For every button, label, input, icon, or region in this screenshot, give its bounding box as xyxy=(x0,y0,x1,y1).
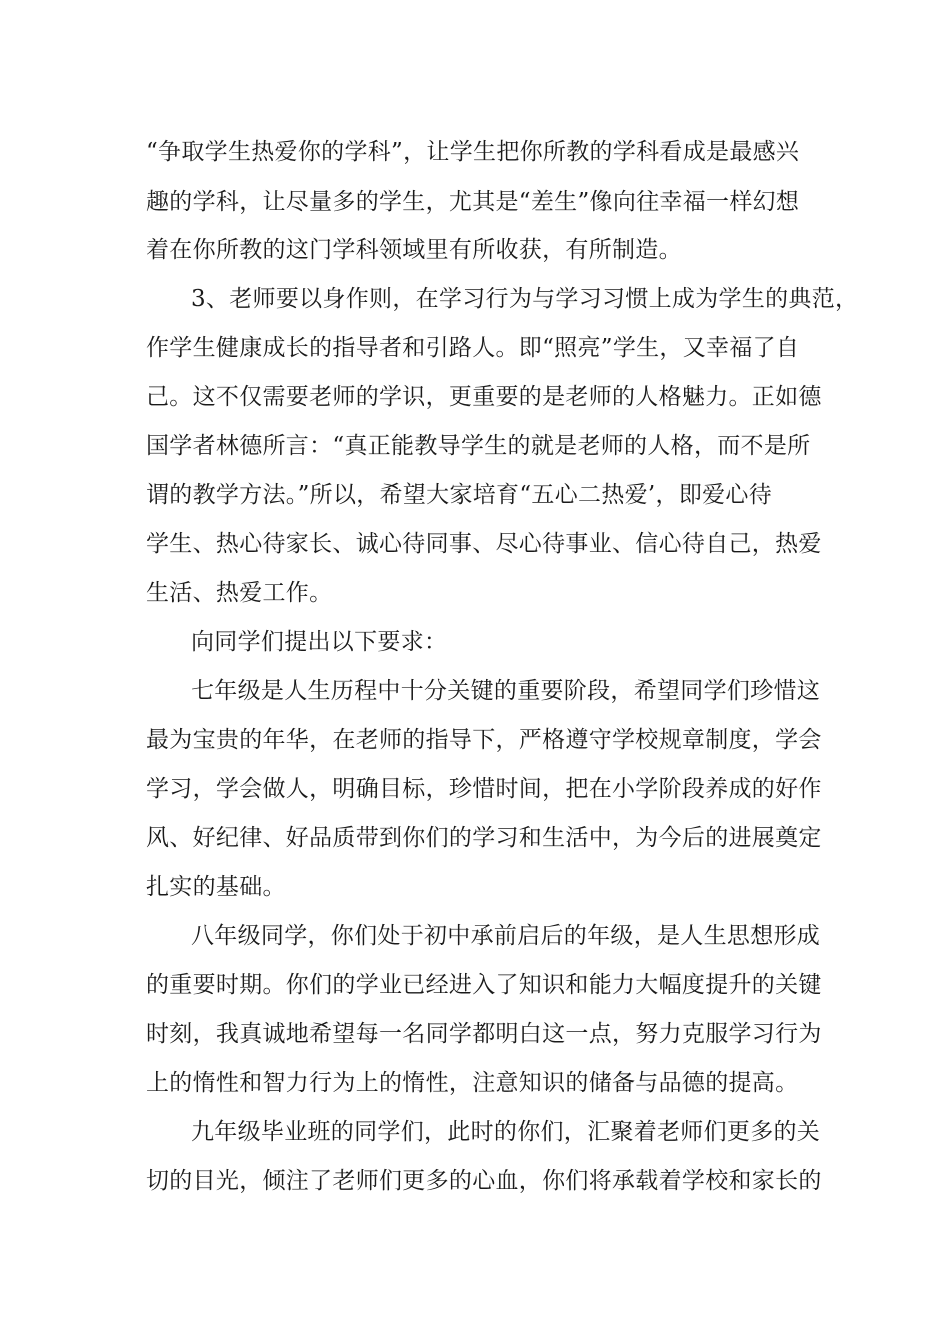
text-line: 作学生健康成长的指导者和引路人。即“照亮”学生，又幸福了自 xyxy=(146,335,800,361)
text-line: 向同学们提出以下要求： xyxy=(191,629,448,655)
text-line: 扎实的基础。 xyxy=(146,874,286,900)
text-line: 切的目光，倾注了老师们更多的心血，你们将承载着学校和家长的 xyxy=(146,1168,822,1194)
text-line: 最为宝贵的年华，在老师的指导下，严格遵守学校规章制度，学会 xyxy=(146,727,822,753)
text-line: 谓的教学方法。”所以，希望大家培育“五心二热爱’，即爱心待 xyxy=(146,482,773,508)
text-line: “争取学生热爱你的学科”，让学生把你所教的学科看成是最感兴 xyxy=(146,139,800,165)
text-line: 国学者林德所言：“真正能教导学生的就是老师的人格，而不是所 xyxy=(146,433,811,459)
text-line: 3、老师要以身作则，在学习行为与学习习惯上成为学生的典范， xyxy=(191,286,859,312)
text-line: 七年级是人生历程中十分关键的重要阶段，希望同学们珍惜这 xyxy=(191,678,821,704)
text-line: 上的惰性和智力行为上的惰性，注意知识的储备与品德的提高。 xyxy=(146,1070,799,1096)
text-line: 九年级毕业班的同学们，此时的你们，汇聚着老师们更多的关 xyxy=(191,1119,821,1145)
text-line: 的重要时期。你们的学业已经进入了知识和能力大幅度提升的关键 xyxy=(146,972,822,998)
text-line: 着在你所教的这门学科领域里有所收获，有所制造。 xyxy=(146,237,682,263)
text-line: 学生、热心待家长、诚心待同事、尽心待事业、信心待自己，热爱 xyxy=(146,531,822,557)
text-line: 学习，学会做人，明确目标，珍惜时间，把在小学阶段养成的好作 xyxy=(146,776,822,802)
text-line: 生活、热爱工作。 xyxy=(146,580,333,606)
text-line: 八年级同学，你们处于初中承前启后的年级，是人生思想形成 xyxy=(191,923,821,949)
text-line: 己。这不仅需要老师的学识，更重要的是老师的人格魅力。正如德 xyxy=(146,384,822,410)
text-line: 风、好纪律、好品质带到你们的学习和生活中，为今后的进展奠定 xyxy=(146,825,822,851)
text-line: 趣的学科，让尽量多的学生，尤其是“差生”像向往幸福一样幻想 xyxy=(146,189,800,215)
text-line: 时刻，我真诚地希望每一名同学都明白这一点，努力克服学习行为 xyxy=(146,1021,822,1047)
